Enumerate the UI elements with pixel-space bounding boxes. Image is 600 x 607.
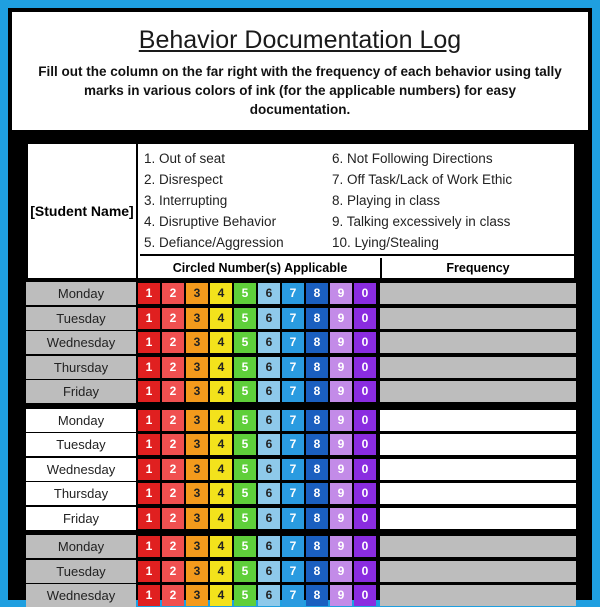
behavior-number-8[interactable]: 8 [306, 561, 328, 582]
behavior-number-7[interactable]: 7 [282, 459, 304, 480]
behavior-column-left [144, 148, 284, 253]
behavior-number-5[interactable]: 5 [234, 357, 256, 378]
log-row [26, 356, 576, 379]
behavior-number-3[interactable]: 3 [186, 483, 208, 504]
log-row [26, 507, 576, 530]
frequency-cell[interactable] [380, 357, 576, 378]
behavior-number-6[interactable]: 6 [258, 585, 280, 606]
instructions: Fill out the column on the far right with the frequency of each behavior using tally marks in various colors of ink (for the applicable numbers) for easy documentation. [38, 64, 562, 117]
log-row [26, 482, 576, 505]
behavior-number-8[interactable]: 8 [306, 308, 328, 329]
log-row [26, 458, 576, 481]
behavior-number-0[interactable]: 0 [354, 381, 376, 402]
behavior-number-9[interactable]: 9 [330, 410, 352, 431]
behavior-number-7[interactable]: 7 [282, 332, 304, 353]
day-label: Monday [26, 282, 136, 305]
behavior-number-8[interactable]: 8 [306, 381, 328, 402]
behavior-number-9[interactable]: 9 [330, 434, 352, 455]
behavior-number-6[interactable]: 6 [258, 561, 280, 582]
behavior-number-4[interactable]: 4 [210, 332, 232, 353]
behavior-item: 6. Not Following Directions [332, 151, 493, 166]
behavior-number-3[interactable]: 3 [186, 459, 208, 480]
behavior-number-6[interactable]: 6 [258, 536, 280, 557]
behavior-number-5[interactable]: 5 [234, 459, 256, 480]
day-label: Friday [26, 507, 136, 530]
behavior-number-0[interactable]: 0 [354, 357, 376, 378]
behavior-number-1[interactable]: 1 [138, 283, 160, 304]
behavior-number-9[interactable]: 9 [330, 459, 352, 480]
behavior-number-2[interactable]: 2 [162, 283, 184, 304]
behavior-number-7[interactable]: 7 [282, 508, 304, 529]
behavior-number-6[interactable]: 6 [258, 381, 280, 402]
behavior-number-8[interactable]: 8 [306, 332, 328, 353]
behavior-number-2[interactable]: 2 [162, 536, 184, 557]
behavior-number-3[interactable]: 3 [186, 585, 208, 606]
behavior-number-2[interactable]: 2 [162, 483, 184, 504]
frequency-cell[interactable] [380, 308, 576, 329]
behavior-item: 3. Interrupting [144, 193, 228, 208]
behavior-number-9[interactable]: 9 [330, 561, 352, 582]
frequency-cell[interactable] [380, 381, 576, 402]
behavior-number-1[interactable]: 1 [138, 585, 160, 606]
behavior-number-5[interactable]: 5 [234, 283, 256, 304]
behavior-number-4[interactable]: 4 [210, 410, 232, 431]
table-subheader [140, 258, 574, 278]
behavior-number-6[interactable]: 6 [258, 357, 280, 378]
frequency-cell[interactable] [380, 459, 576, 480]
behavior-number-0[interactable]: 0 [354, 283, 376, 304]
behavior-number-4[interactable]: 4 [210, 508, 232, 529]
behavior-number-5[interactable]: 5 [234, 585, 256, 606]
week-separator [26, 404, 576, 408]
log-row [26, 584, 576, 607]
behavior-number-9[interactable]: 9 [330, 508, 352, 529]
behavior-number-5[interactable]: 5 [234, 381, 256, 402]
day-label: Monday [26, 409, 136, 432]
behavior-number-5[interactable]: 5 [234, 561, 256, 582]
behavior-number-9[interactable]: 9 [330, 483, 352, 504]
page-title: Behavior Documentation Log [138, 26, 462, 54]
behavior-number-4[interactable]: 4 [210, 381, 232, 402]
behavior-number-2[interactable]: 2 [162, 508, 184, 529]
day-label: Monday [26, 535, 136, 558]
behavior-number-2[interactable]: 2 [162, 561, 184, 582]
behavior-number-4[interactable]: 4 [210, 483, 232, 504]
behavior-number-6[interactable]: 6 [258, 410, 280, 431]
behavior-number-7[interactable]: 7 [282, 357, 304, 378]
day-label: Tuesday [26, 560, 136, 583]
behavior-item: 8. Playing in class [332, 193, 441, 208]
behavior-number-0[interactable]: 0 [354, 410, 376, 431]
behavior-number-3[interactable]: 3 [186, 434, 208, 455]
behavior-number-1[interactable]: 1 [138, 536, 160, 557]
frequency-cell[interactable] [380, 585, 576, 606]
behavior-number-6[interactable]: 6 [258, 434, 280, 455]
behavior-number-4[interactable]: 4 [210, 434, 232, 455]
behavior-number-7[interactable]: 7 [282, 283, 304, 304]
header [12, 12, 588, 130]
behavior-number-5[interactable]: 5 [234, 332, 256, 353]
behavior-number-0[interactable]: 0 [354, 536, 376, 557]
log-row [26, 535, 576, 558]
behavior-list [140, 144, 574, 256]
behavior-number-2[interactable]: 2 [162, 357, 184, 378]
day-label: Thursday [26, 356, 136, 379]
day-label: Wednesday [26, 458, 136, 481]
behavior-number-1[interactable]: 1 [138, 434, 160, 455]
behavior-item: 4. Disruptive Behavior [144, 214, 277, 229]
behavior-item: 2. Disrespect [144, 172, 223, 187]
log-row [26, 409, 576, 432]
behavior-number-1[interactable]: 1 [138, 308, 160, 329]
behavior-number-5[interactable]: 5 [234, 508, 256, 529]
behavior-number-9[interactable]: 9 [330, 381, 352, 402]
student-name-label[interactable]: [Student Name] [28, 144, 138, 278]
behavior-number-2[interactable]: 2 [162, 332, 184, 353]
behavior-number-9[interactable]: 9 [330, 536, 352, 557]
behavior-number-0[interactable]: 0 [354, 483, 376, 504]
behavior-number-1[interactable]: 1 [138, 410, 160, 431]
behavior-number-8[interactable]: 8 [306, 508, 328, 529]
behavior-number-2[interactable]: 2 [162, 308, 184, 329]
log-row [26, 433, 576, 456]
behavior-item: 5. Defiance/Aggression [144, 235, 284, 250]
behavior-item: 7. Off Task/Lack of Work Ethic [332, 172, 513, 187]
frequency-cell[interactable] [380, 483, 576, 504]
behavior-number-2[interactable]: 2 [162, 410, 184, 431]
circled-numbers-header: Circled Number(s) Applicable [140, 258, 382, 278]
log-row [26, 282, 576, 305]
behavior-number-4[interactable]: 4 [210, 308, 232, 329]
behavior-number-3[interactable]: 3 [186, 357, 208, 378]
behavior-number-2[interactable]: 2 [162, 459, 184, 480]
behavior-number-7[interactable]: 7 [282, 410, 304, 431]
behavior-legend [26, 142, 576, 280]
behavior-number-0[interactable]: 0 [354, 508, 376, 529]
behavior-number-6[interactable]: 6 [258, 308, 280, 329]
behavior-item: 9. Talking excessively in class [332, 214, 511, 229]
log-row [26, 331, 576, 354]
behavior-number-9[interactable]: 9 [330, 357, 352, 378]
behavior-number-3[interactable]: 3 [186, 410, 208, 431]
behavior-number-9[interactable]: 9 [330, 585, 352, 606]
day-label: Friday [26, 380, 136, 403]
behavior-number-8[interactable]: 8 [306, 410, 328, 431]
behavior-number-4[interactable]: 4 [210, 561, 232, 582]
behavior-number-3[interactable]: 3 [186, 308, 208, 329]
behavior-number-1[interactable]: 1 [138, 561, 160, 582]
behavior-number-0[interactable]: 0 [354, 585, 376, 606]
behavior-number-8[interactable]: 8 [306, 434, 328, 455]
behavior-number-4[interactable]: 4 [210, 536, 232, 557]
frequency-header: Frequency [446, 261, 510, 275]
behavior-number-5[interactable]: 5 [234, 308, 256, 329]
day-label: Tuesday [26, 433, 136, 456]
log-row [26, 380, 576, 403]
behavior-number-0[interactable]: 0 [354, 308, 376, 329]
behavior-number-7[interactable]: 7 [282, 561, 304, 582]
behavior-number-9[interactable]: 9 [330, 308, 352, 329]
day-label: Wednesday [26, 331, 136, 354]
day-label: Wednesday [26, 584, 136, 607]
frequency-cell[interactable] [380, 410, 576, 431]
behavior-number-6[interactable]: 6 [258, 483, 280, 504]
behavior-number-6[interactable]: 6 [258, 332, 280, 353]
behavior-number-9[interactable]: 9 [330, 332, 352, 353]
behavior-number-7[interactable]: 7 [282, 585, 304, 606]
behavior-number-5[interactable]: 5 [234, 483, 256, 504]
behavior-number-5[interactable]: 5 [234, 536, 256, 557]
behavior-number-0[interactable]: 0 [354, 434, 376, 455]
frequency-cell[interactable] [380, 283, 576, 304]
behavior-number-8[interactable]: 8 [306, 459, 328, 480]
behavior-number-7[interactable]: 7 [282, 381, 304, 402]
behavior-number-1[interactable]: 1 [138, 459, 160, 480]
behavior-number-7[interactable]: 7 [282, 483, 304, 504]
behavior-number-5[interactable]: 5 [234, 434, 256, 455]
frequency-cell[interactable] [380, 536, 576, 557]
behavior-item: 10. Lying/Stealing [332, 235, 439, 250]
behavior-number-5[interactable]: 5 [234, 410, 256, 431]
behavior-number-2[interactable]: 2 [162, 434, 184, 455]
behavior-number-1[interactable]: 1 [138, 508, 160, 529]
day-label: Thursday [26, 482, 136, 505]
behavior-number-8[interactable]: 8 [306, 283, 328, 304]
behavior-number-6[interactable]: 6 [258, 508, 280, 529]
behavior-number-4[interactable]: 4 [210, 283, 232, 304]
behavior-number-8[interactable]: 8 [306, 585, 328, 606]
behavior-number-0[interactable]: 0 [354, 332, 376, 353]
behavior-number-9[interactable]: 9 [330, 283, 352, 304]
behavior-number-8[interactable]: 8 [306, 483, 328, 504]
behavior-number-4[interactable]: 4 [210, 459, 232, 480]
behavior-number-8[interactable]: 8 [306, 536, 328, 557]
behavior-number-3[interactable]: 3 [186, 561, 208, 582]
behavior-number-0[interactable]: 0 [354, 459, 376, 480]
behavior-number-1[interactable]: 1 [138, 483, 160, 504]
log-row [26, 307, 576, 330]
frequency-cell[interactable] [380, 434, 576, 455]
behavior-number-2[interactable]: 2 [162, 381, 184, 402]
frequency-cell[interactable] [380, 508, 576, 529]
behavior-number-1[interactable]: 1 [138, 332, 160, 353]
behavior-number-0[interactable]: 0 [354, 561, 376, 582]
day-label: Tuesday [26, 307, 136, 330]
behavior-number-3[interactable]: 3 [186, 283, 208, 304]
behavior-number-6[interactable]: 6 [258, 459, 280, 480]
behavior-number-4[interactable]: 4 [210, 585, 232, 606]
week-separator [26, 530, 576, 534]
behavior-column-right [332, 148, 512, 253]
frequency-cell[interactable] [380, 332, 576, 353]
behavior-number-7[interactable]: 7 [282, 308, 304, 329]
behavior-number-3[interactable]: 3 [186, 536, 208, 557]
behavior-number-3[interactable]: 3 [186, 332, 208, 353]
behavior-number-7[interactable]: 7 [282, 536, 304, 557]
behavior-item: 1. Out of seat [144, 151, 226, 166]
behavior-number-2[interactable]: 2 [162, 585, 184, 606]
behavior-number-3[interactable]: 3 [186, 508, 208, 529]
frequency-cell[interactable] [380, 561, 576, 582]
behavior-number-1[interactable]: 1 [138, 357, 160, 378]
log-row [26, 560, 576, 583]
behavior-number-6[interactable]: 6 [258, 283, 280, 304]
behavior-number-1[interactable]: 1 [138, 381, 160, 402]
behavior-number-3[interactable]: 3 [186, 381, 208, 402]
behavior-number-7[interactable]: 7 [282, 434, 304, 455]
behavior-number-8[interactable]: 8 [306, 357, 328, 378]
behavior-number-4[interactable]: 4 [210, 357, 232, 378]
